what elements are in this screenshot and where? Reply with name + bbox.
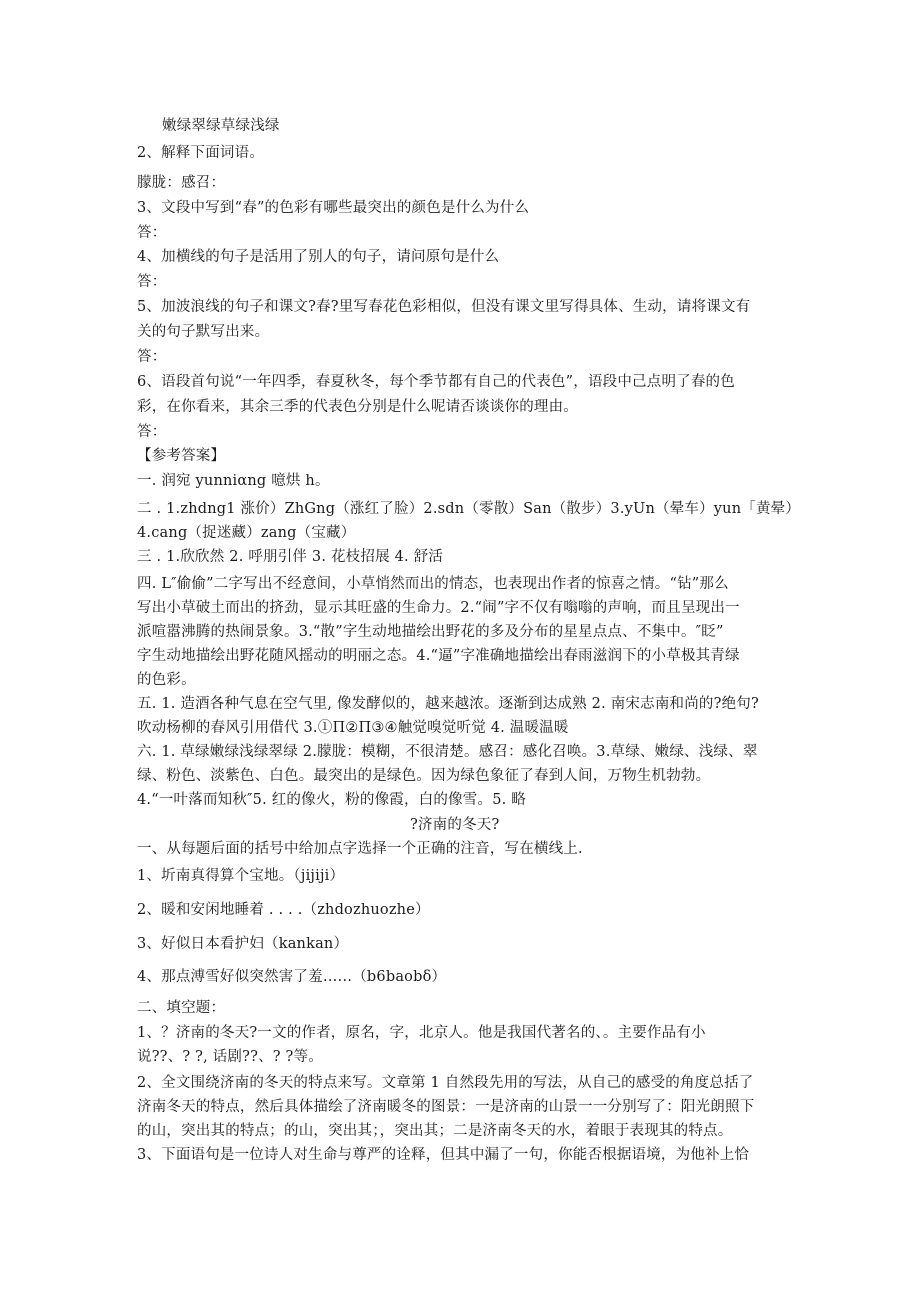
question-heading: 二、填空题： xyxy=(137,1000,226,1016)
question-heading: 5、加波浪线的句子和课文?春?里写春花色彩相似，但没有课文里写得具体、生动，请将课文有 xyxy=(137,299,751,315)
text-line: 派喧嚣沸腾的热闹景象。3.“散”字生动地描绘出野花的多及分布的星星点点、不集中。″眨” xyxy=(137,624,724,640)
text-line: 彩，在你看来，其余三季的代表色分别是什么呢请否谈谈你的理由。 xyxy=(137,399,578,415)
answer-label: 答： xyxy=(137,424,167,440)
text-line: 济南冬天的特点，然后具体描绘了济南暖冬的图景：一是济南的山景一一分别写了：阳光朗照下 xyxy=(137,1099,755,1115)
question-heading: 3、文段中写到“春”的色彩有哪些最突出的颜色是什么为什么 xyxy=(137,200,530,216)
text-line: 六. 1. 草绿嫩绿浅绿翠绿 2.朦胧：模糊，不很清楚。感召：感化召唤。3.草绿、嫩绿、浅绿、翠 xyxy=(137,744,758,760)
answer-label: 答： xyxy=(137,225,167,241)
text-line: 五. 1. 造酒各种气息在空气里, 像发酵似的，越来越浓。逐渐到达成熟 2. 南宋志南和尚的?绝句? xyxy=(137,696,759,712)
text-line: 4.“一叶落而知秋″5. 红的像火，粉的像霞，白的像雪。5. 略 xyxy=(137,792,526,808)
text-line: 二 . 1.zhdng1 涨价）ZhGng（涨红了脸）2.sdn（零散）San（散步）3.yUn（晕车）yun「黄晕） xyxy=(137,501,801,517)
question-heading: 4、加横线的句子是活用了别人的句子，请问原句是什么 xyxy=(137,249,500,265)
text-line: 的山，突出其的特点；的山，突出其；，突出其；二是济南冬天的水，着眼于表现其的特点。 xyxy=(137,1123,733,1139)
text-line: 4.cang（捉迷藏）zang（宝藏） xyxy=(137,525,356,541)
text-line: 4、那点溥雪好似突然害了羞……（b6baobδ） xyxy=(137,969,447,985)
text-line: 2、暖和安闲地睡着 . . . .（zhdozhuozhe） xyxy=(137,902,430,918)
question-heading: 一、从每题后面的括号中给加点字选择一个正确的注音，写在横线上. xyxy=(137,841,583,857)
text-line: 吹动杨柳的春风引用借代 3.①Π②Π③④触觉嗅觉听觉 4. 温暖温暖 xyxy=(137,720,569,736)
text-line: 三 . 1.欣欣然 2. 呼朋引伴 3. 花枝招展 4. 舒活 xyxy=(137,549,444,565)
text-line: 绿、粉色、淡紫色、白色。最突出的是绿色。因为绿色象征了春到人间，万物生机勃勃。 xyxy=(137,768,711,784)
section-title: ?济南的冬天? xyxy=(410,817,500,833)
text-line: 写出小草破土而出的挤劲，显示其旺盛的生命力。2.“闹”字不仅有嗡嗡的声响，而且呈现出一 xyxy=(137,600,740,616)
text-line: 字生动地描绘出野花随风摇动的明丽之态。4.“逼”字准确地描绘出春雨滋润下的小草极其青绿 xyxy=(137,648,740,664)
text-line: 3、下面语句是一位诗人对生命与尊严的诠释，但其中漏了一句，你能否根据语境，为他补上恰 xyxy=(137,1147,750,1163)
section-heading: 【参考答案】 xyxy=(137,448,226,464)
text-line: 朦胧：感召： xyxy=(137,175,226,191)
question-heading: 6、语段首句说“一年四季，春夏秋冬，每个季节都有自己的代表色”，语段中己点明了春的色 xyxy=(137,374,735,390)
question-heading: 2、解释下面词语。 xyxy=(137,145,265,161)
answer-label: 答： xyxy=(137,274,167,290)
text-line: 的色彩。 xyxy=(137,672,196,688)
text-line: 2、全文围绕济南的冬天的特点来写。文章第 1 自然段先用的写法，从自己的感受的角度总括了 xyxy=(137,1075,754,1091)
text-line: 1、圻南真得算个宝地。（jijiji） xyxy=(137,868,345,884)
text-line: 1、？济南的冬天?一文的作者，原名，字，北京人。他是我国代著名的、。主要作品有小 xyxy=(137,1025,706,1041)
text-line: 3、好似日本看护妇（kankan） xyxy=(137,936,349,952)
text-line: 嫩绿翠绿草绿浅绿 xyxy=(162,118,280,134)
answer-label: 答： xyxy=(137,349,167,365)
text-line: 说??、? ?, 话剧??、? ?等。 xyxy=(137,1049,323,1065)
text-line: 关的句子默写出来。 xyxy=(137,324,270,340)
text-line: 一. 润宛 yunniαng 噫烘 h。 xyxy=(137,473,330,489)
text-line: 四. L″偷偷”二字写出不经意间，小草悄然而出的情态，也表现出作者的惊喜之情。“钻”那么 xyxy=(137,576,729,592)
